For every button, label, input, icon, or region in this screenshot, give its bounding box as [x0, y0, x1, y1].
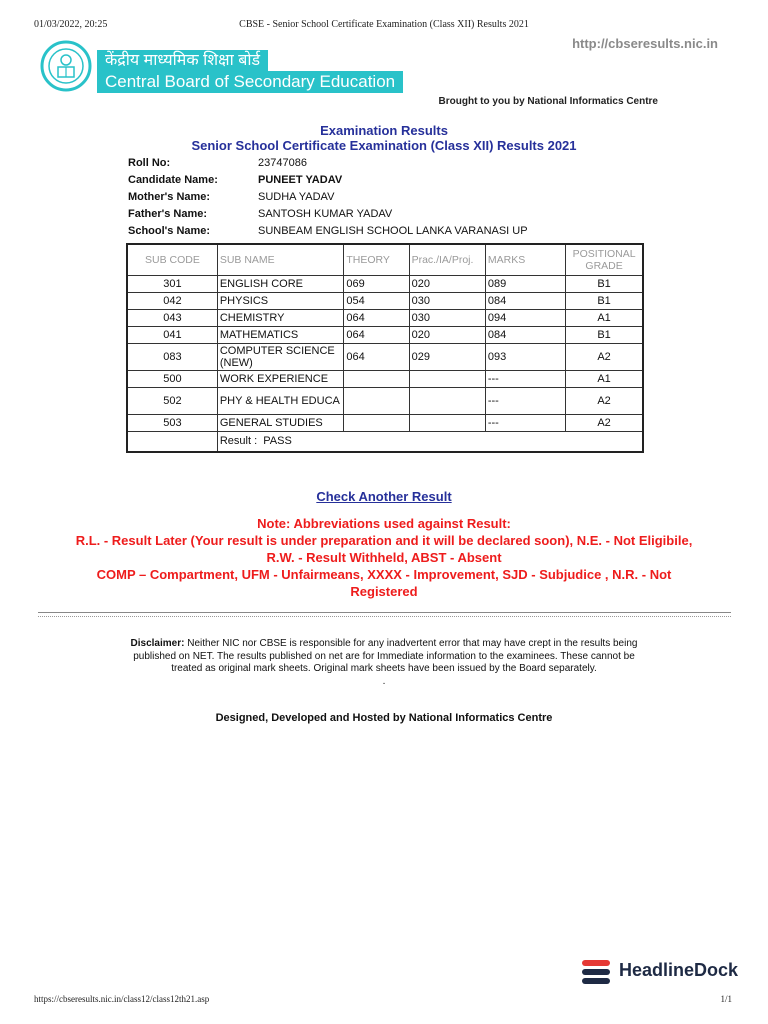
note-line-1: R.L. - Result Later (Your result is under preparation and it will be declared soon), N.E. - Not Eligibile,: [75, 533, 693, 548]
cell-marks: 094: [485, 310, 565, 327]
info-row-school: [128, 222, 528, 239]
cell-grade: B1: [566, 327, 643, 344]
cell-theory: 064: [344, 327, 409, 344]
cell-name: WORK EXPERIENCE: [217, 371, 343, 388]
cell-name: ENGLISH CORE: [217, 276, 343, 293]
table-row: [127, 327, 643, 344]
header-theory: THEORY: [344, 244, 409, 276]
brought-by-text: Brought to you by National Informatics Centre: [438, 96, 658, 107]
table-row: [127, 276, 643, 293]
divider-line: [38, 612, 731, 613]
headlinedock-logo-icon: [582, 958, 610, 986]
cell-theory: [344, 371, 409, 388]
result-cell: [217, 432, 643, 452]
cell-marks: ---: [485, 388, 565, 415]
cell-marks: ---: [485, 415, 565, 432]
table-row: [127, 293, 643, 310]
cell-prac: [409, 371, 485, 388]
cell-code: 502: [127, 388, 217, 415]
cell-marks: ---: [485, 371, 565, 388]
table-row: [127, 310, 643, 327]
result-row: [127, 432, 643, 452]
marks-table: [126, 243, 644, 453]
candidate-info: [128, 154, 528, 239]
info-label: School's Name:: [128, 224, 211, 237]
cell-grade: A2: [566, 344, 643, 371]
exam-subtitle: Senior School Certificate Examination (Class XII) Results 2021: [191, 138, 577, 153]
header-grade: [566, 244, 643, 276]
cell-prac: 030: [409, 310, 485, 327]
info-row-roll: [128, 154, 528, 171]
print-page-title: CBSE - Senior School Certificate Examination (Class XII) Results 2021: [239, 19, 529, 30]
disclaimer-dot: .: [382, 675, 386, 687]
cell-theory: 069: [344, 276, 409, 293]
cell-prac: 029: [409, 344, 485, 371]
header-sub-name: SUB NAME: [217, 244, 343, 276]
divider-line: [38, 616, 731, 617]
cell-code: 301: [127, 276, 217, 293]
cell-grade: B1: [566, 276, 643, 293]
cell-prac: [409, 388, 485, 415]
header-prac: Prac./IA/Proj.: [409, 244, 485, 276]
cell-name: PHY & HEALTH EDUCA: [217, 388, 343, 415]
cell-grade: A2: [566, 388, 643, 415]
cell-grade: A1: [566, 310, 643, 327]
cell-grade: B1: [566, 293, 643, 310]
cell-code: 503: [127, 415, 217, 432]
note-line-3: COMP – Compartment, UFM - Unfairmeans, XXXX - Improvement, SJD - Subjudice , N.R. - Not: [96, 567, 672, 582]
table-row: [127, 371, 643, 388]
cell-code: 500: [127, 371, 217, 388]
check-another-result-link[interactable]: Check Another Result: [316, 489, 452, 504]
result-spacer-cell: [127, 432, 217, 452]
cell-theory: 064: [344, 344, 409, 371]
info-row-mother: [128, 188, 528, 205]
banner-hindi-title: केंद्रीय माध्यमिक शिक्षा बोर्ड: [97, 50, 268, 72]
cell-theory: [344, 415, 409, 432]
cell-theory: 064: [344, 310, 409, 327]
info-label: Candidate Name:: [128, 173, 218, 186]
cell-name: PHYSICS: [217, 293, 343, 310]
cell-name: MATHEMATICS: [217, 327, 343, 344]
cell-prac: [409, 415, 485, 432]
cell-theory: 054: [344, 293, 409, 310]
table-row: [127, 344, 643, 371]
cell-marks: 084: [485, 293, 565, 310]
info-value: SUNBEAM ENGLISH SCHOOL LANKA VARANASI UP: [258, 224, 528, 237]
info-value: PUNEET YADAV: [258, 173, 343, 186]
note-line-2: R.W. - Result Withheld, ABST - Absent: [266, 550, 502, 565]
site-url-link[interactable]: http://cbseresults.nic.in: [572, 36, 718, 51]
note-title: Note: Abbreviations used against Result:: [257, 516, 511, 531]
disclaimer: [120, 638, 648, 688]
table-row: [127, 388, 643, 415]
cell-prac: 020: [409, 327, 485, 344]
cell-name: GENERAL STUDIES: [217, 415, 343, 432]
header-grade-line2: GRADE: [585, 260, 623, 272]
cell-prac: 020: [409, 276, 485, 293]
disclaimer-label: Disclaimer:: [130, 638, 185, 649]
info-row-father: [128, 205, 528, 222]
cell-name: CHEMISTRY: [217, 310, 343, 327]
cell-name: COMPUTER SCIENCE (NEW): [217, 344, 343, 371]
cell-theory: [344, 388, 409, 415]
info-value: SANTOSH KUMAR YADAV: [258, 207, 393, 220]
table-row: [127, 415, 643, 432]
cell-prac: 030: [409, 293, 485, 310]
cell-code: 041: [127, 327, 217, 344]
marks-header-row: [127, 244, 643, 276]
cell-marks: 089: [485, 276, 565, 293]
print-footer-url: https://cbseresults.nic.in/class12/class12th21.asp: [34, 994, 210, 1004]
cell-code: 043: [127, 310, 217, 327]
result-label: Result :: [219, 435, 258, 448]
cell-grade: A1: [566, 371, 643, 388]
info-value: 23747086: [258, 156, 307, 169]
cell-grade: A2: [566, 415, 643, 432]
cbse-logo-icon: [40, 40, 92, 92]
info-label: Roll No:: [128, 156, 171, 169]
exam-results-title: Examination Results: [320, 123, 448, 138]
footer-credit: Designed, Developed and Hosted by National Informatics Centre: [215, 712, 553, 724]
info-label: Mother's Name:: [128, 190, 211, 203]
cell-code: 083: [127, 344, 217, 371]
banner-english-title: Central Board of Secondary Education: [97, 71, 403, 93]
header-grade-line1: POSITIONAL: [572, 248, 636, 260]
result-value: PASS: [263, 435, 292, 448]
header-marks: MARKS: [485, 244, 565, 276]
note-line-4: Registered: [350, 584, 418, 599]
cell-marks: 084: [485, 327, 565, 344]
print-datetime: 01/03/2022, 20:25: [34, 19, 108, 30]
cell-code: 042: [127, 293, 217, 310]
disclaimer-text: Neither NIC nor CBSE is responsible for any inadvertent error that may have crept in the results being published on NET. The results published on net are for Immediate information to the examinees. These cannot be treated as original mark sheets. Original mark sheets have been issued by the Board separately.: [133, 638, 638, 674]
cell-marks: 093: [485, 344, 565, 371]
info-row-name: [128, 171, 528, 188]
info-label: Father's Name:: [128, 207, 208, 220]
print-footer-page: 1/1: [720, 994, 732, 1004]
headlinedock-watermark: HeadlineDock: [619, 960, 739, 980]
info-value: SUDHA YADAV: [258, 190, 335, 203]
header-sub-code: SUB CODE: [127, 244, 217, 276]
